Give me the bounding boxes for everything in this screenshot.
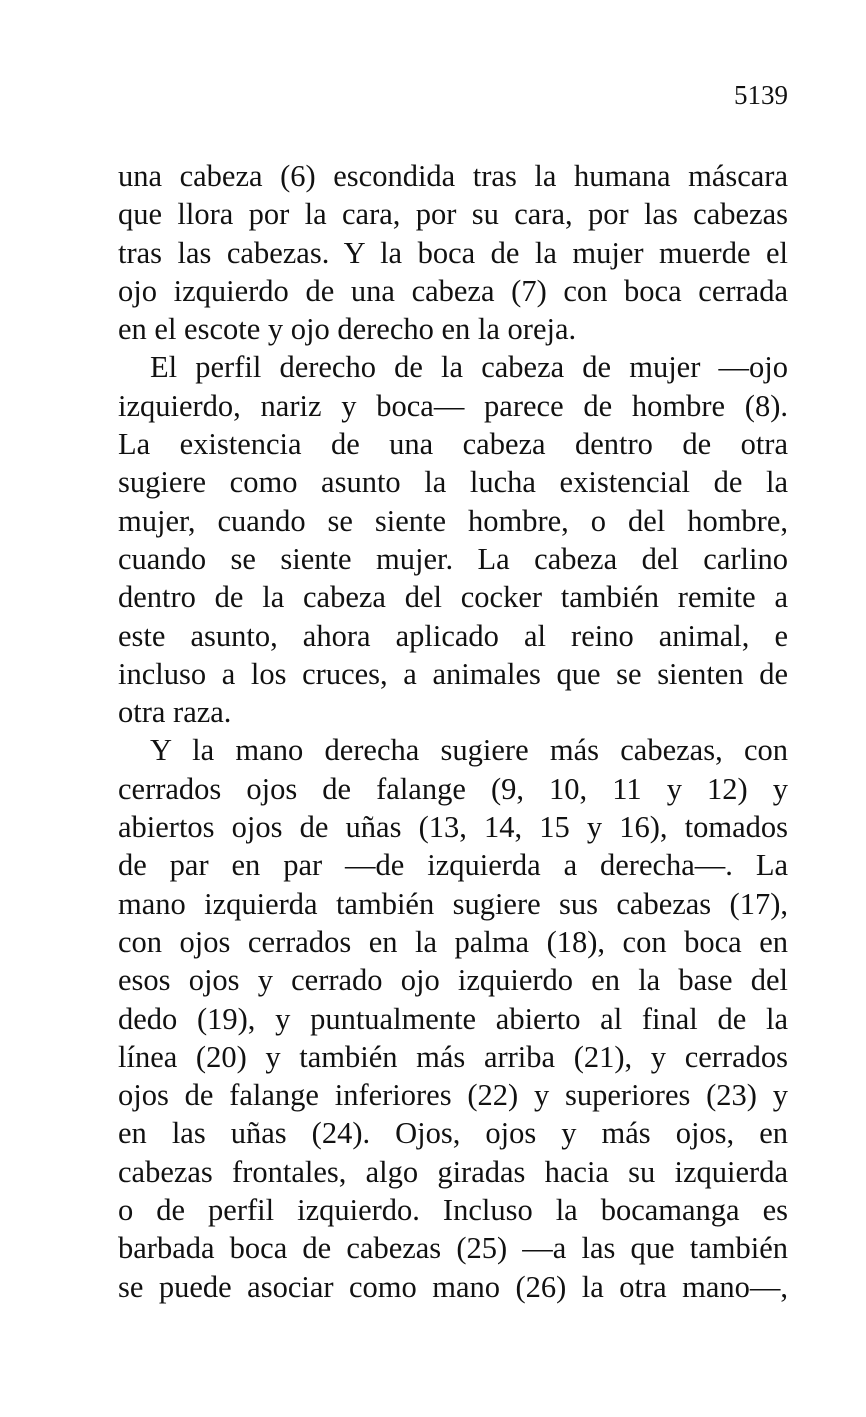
text-line: en las uñas (24). Ojos, ojos y más ojos, en xyxy=(118,1116,788,1151)
paragraph xyxy=(118,157,788,348)
body-text xyxy=(118,157,788,1306)
text-line: cerrados ojos de falange (9, 10, 11 y 12) y xyxy=(118,771,788,806)
text-line: izquierdo, nariz y boca— parece de hombre (8). xyxy=(118,388,788,423)
text-line: El perfil derecho de la cabeza de mujer —ojo xyxy=(150,350,788,385)
text-line: dedo (19), y puntualmente abierto al final de la xyxy=(118,1001,788,1036)
page-number: 5139 xyxy=(734,80,788,110)
text-line: dentro de la cabeza del cocker también remite a xyxy=(118,580,788,615)
paragraph xyxy=(118,348,788,731)
text-line: ojo izquierdo de una cabeza (7) con boca cerrada xyxy=(118,273,788,308)
text-line: en el escote y ojo derecho en la oreja. xyxy=(118,312,577,347)
text-line: sugiere como asunto la lucha existencial de la xyxy=(118,465,788,500)
text-line: que llora por la cara, por su cara, por las cabezas xyxy=(118,197,788,232)
text-line: Y la mano derecha sugiere más cabezas, con xyxy=(150,733,788,768)
text-line: o de perfil izquierdo. Incluso la bocamanga es xyxy=(118,1193,788,1228)
paragraph xyxy=(118,731,788,1305)
text-line: barbada boca de cabezas (25) —a las que también xyxy=(118,1231,788,1266)
text-line: esos ojos y cerrado ojo izquierdo en la base del xyxy=(118,963,788,998)
text-line: abiertos ojos de uñas (13, 14, 15 y 16), tomados xyxy=(118,810,788,845)
text-line: mujer, cuando se siente hombre, o del hombre, xyxy=(118,503,788,538)
text-line: cuando se siente mujer. La cabeza del carlino xyxy=(118,541,788,576)
text-line: mano izquierda también sugiere sus cabezas (17), xyxy=(118,886,788,921)
text-line: de par en par —de izquierda a derecha—. La xyxy=(118,848,788,883)
text-line: ojos de falange inferiores (22) y superiores (23) y xyxy=(118,1078,788,1113)
text-line: La existencia de una cabeza dentro de otra xyxy=(118,427,788,462)
text-line: incluso a los cruces, a animales que se sienten de xyxy=(118,656,788,691)
text-line: tras las cabezas. Y la boca de la mujer muerde el xyxy=(118,235,788,270)
text-line: cabezas frontales, algo giradas hacia su izquierda xyxy=(118,1154,788,1189)
text-line: una cabeza (6) escondida tras la humana máscara xyxy=(118,159,788,193)
text-line: línea (20) y también más arriba (21), y cerrados xyxy=(118,1039,788,1074)
text-line: este asunto, ahora aplicado al reino animal, e xyxy=(118,618,788,653)
text-line: otra raza. xyxy=(118,695,232,730)
text-line: con ojos cerrados en la palma (18), con boca en xyxy=(118,924,788,959)
text-line: se puede asociar como mano (26) la otra mano—, xyxy=(118,1269,788,1304)
